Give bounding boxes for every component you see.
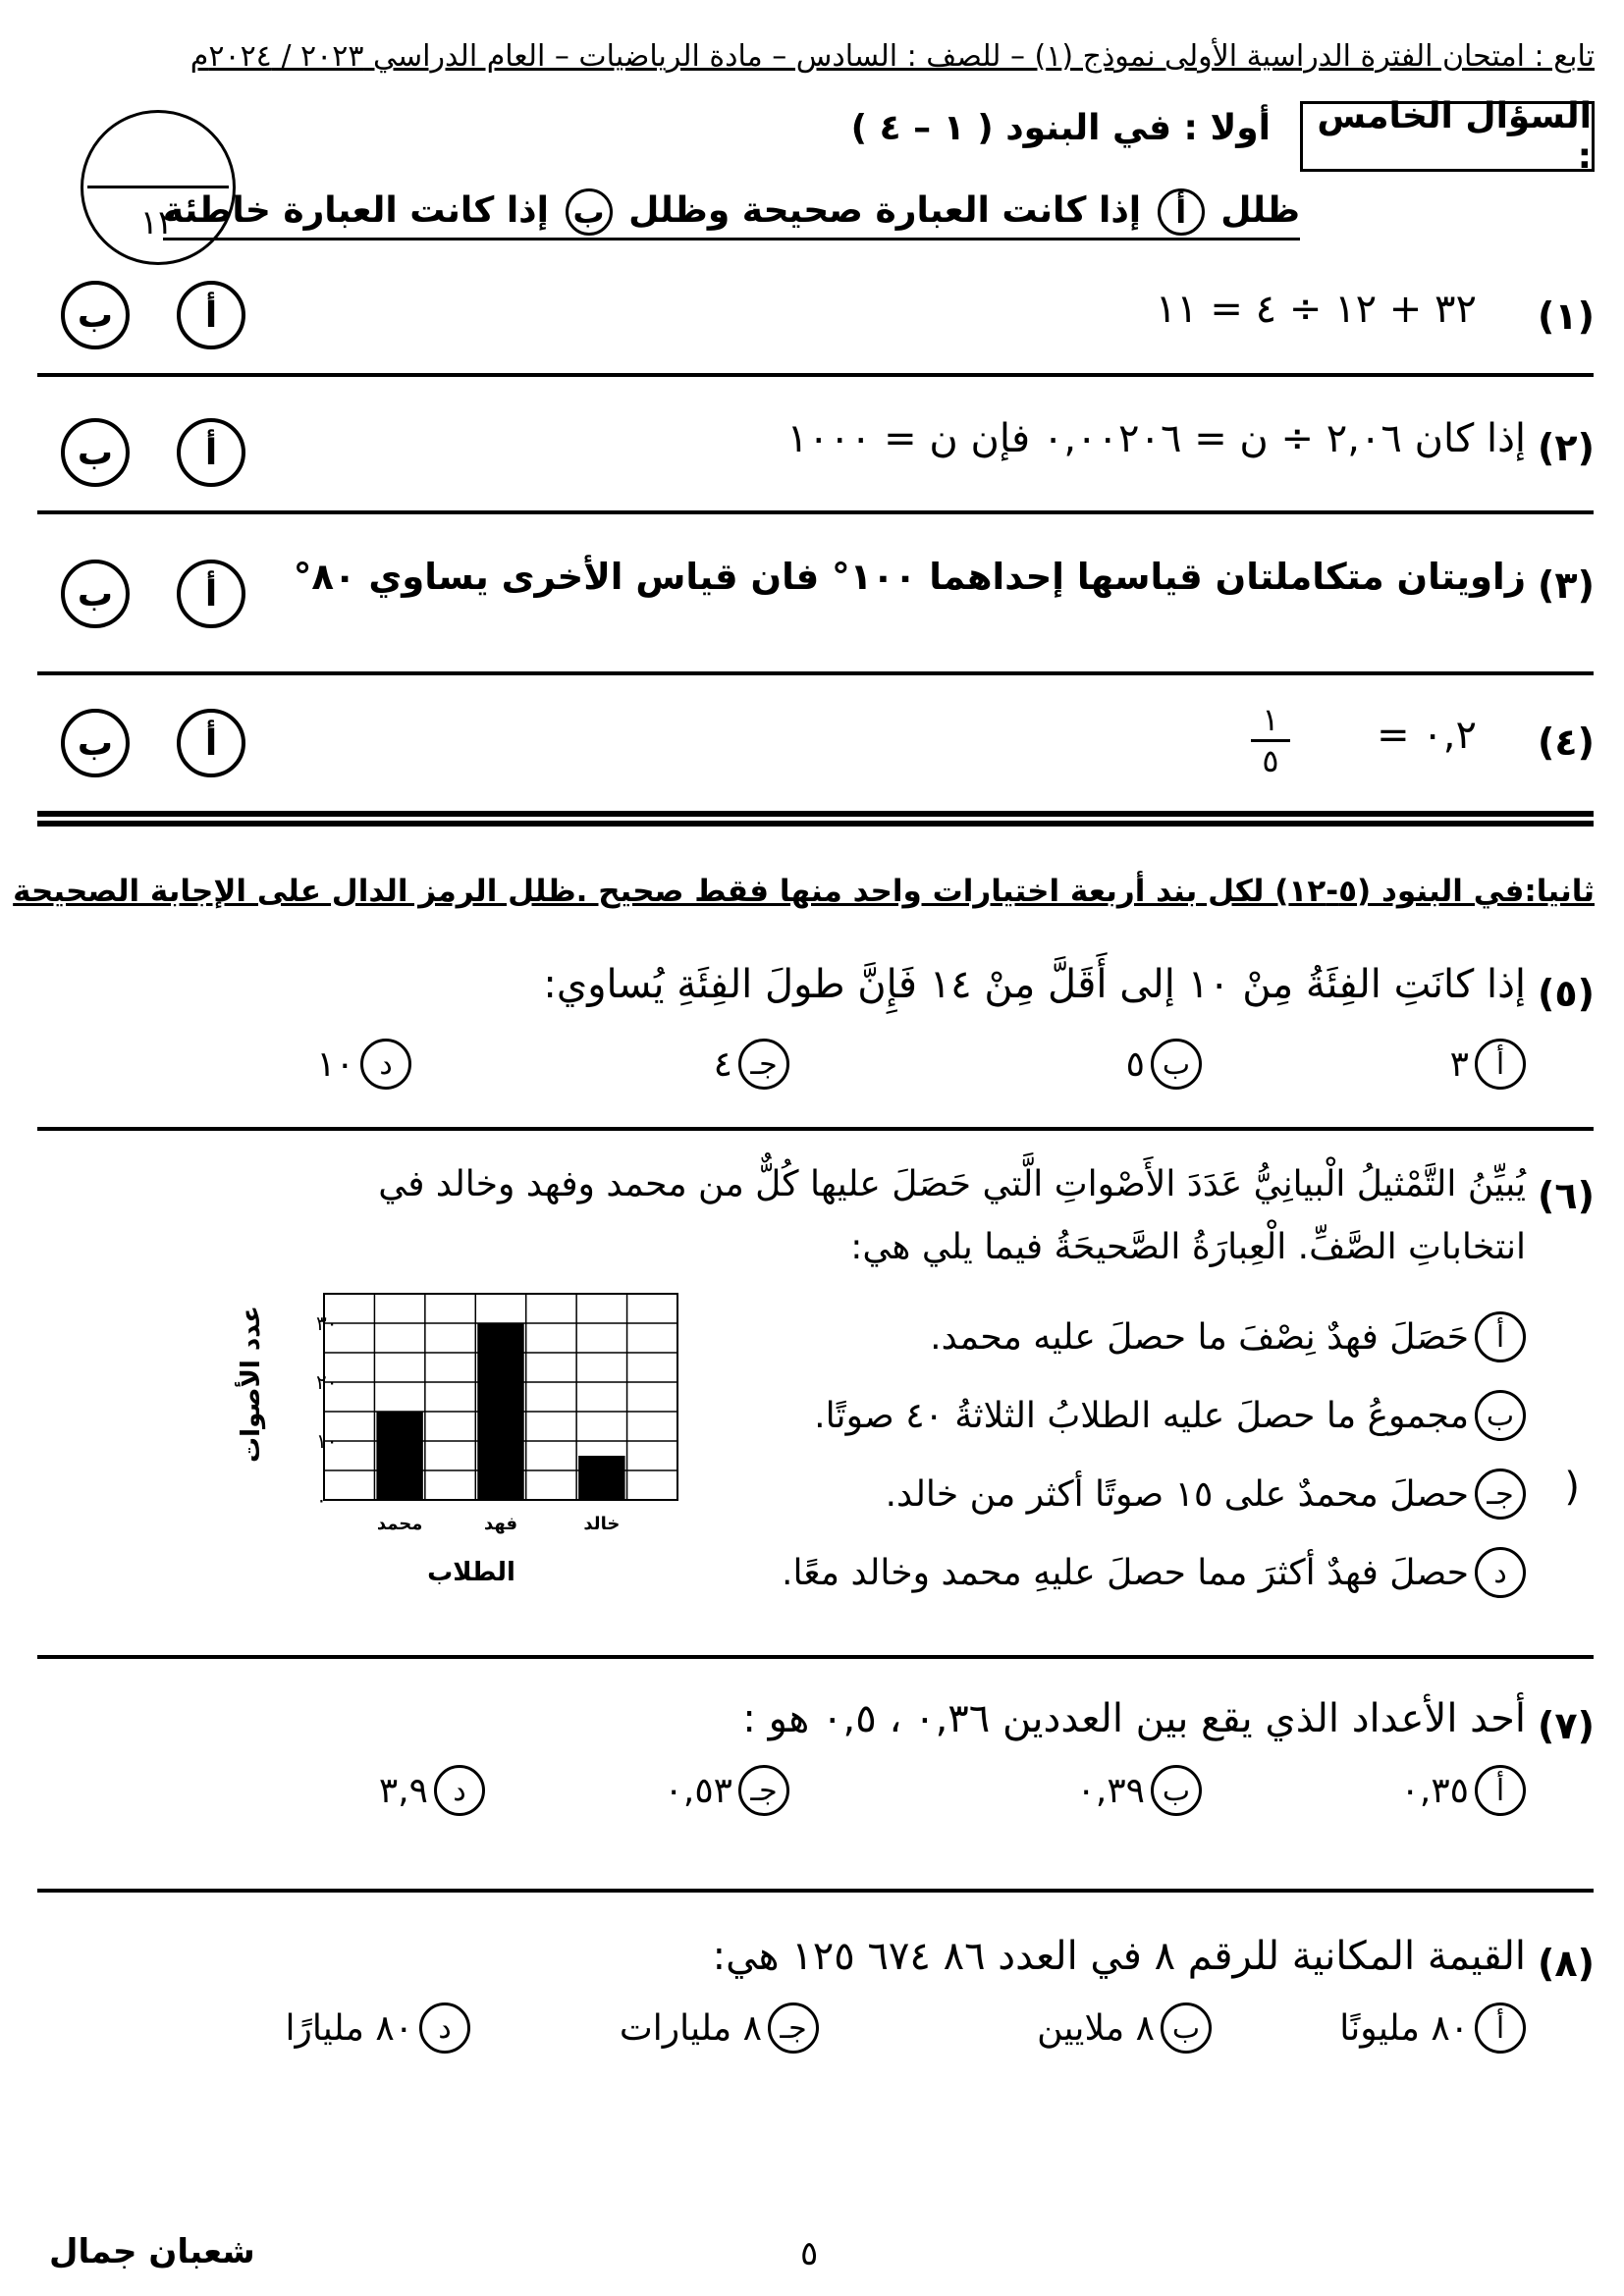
q6-option-a[interactable]: [930, 1311, 1526, 1362]
chart-bar-1: [376, 1412, 422, 1500]
q8-option-a-value: ٨٠ مليونًا: [1339, 2007, 1469, 2049]
q6-text-line2: انتخاباتِ الصَّفِّ. الْعِبارَةُ الصَّحيحَةُ فيما يلي هي:: [850, 1227, 1526, 1267]
q6-option-d-symbol: د: [1475, 1547, 1526, 1598]
q5-option-c[interactable]: [714, 1039, 789, 1090]
q7-option-d[interactable]: [379, 1765, 485, 1816]
chart-y-tick-label: ٠: [316, 1488, 327, 1512]
footer-page-number: ٥: [800, 2234, 819, 2273]
tf-item-1-option-a[interactable]: أ: [177, 281, 245, 349]
tf-item-4-option-b[interactable]: ب: [61, 709, 130, 777]
chart-x-tick-label: خالد: [583, 1514, 621, 1534]
tf-item-4-fraction: [1251, 703, 1290, 778]
q7-option-c-value: ٠,٥٣: [664, 1770, 732, 1811]
tf-item-1-number: (١): [1538, 294, 1595, 338]
divider-q7: [37, 1889, 1594, 1893]
symbol-a-circle: أ: [1158, 188, 1205, 236]
score-total: ١٢: [139, 203, 177, 242]
tf-item-2-text: إذا كان ٢,٠٦ ÷ ن = ٠,٠٠٢٠٦ فإن ن = ١٠٠٠: [786, 416, 1526, 461]
divider-2: [37, 510, 1594, 514]
tf-item-2-option-b[interactable]: ب: [61, 418, 130, 487]
tf-item-3-option-a[interactable]: أ: [177, 560, 245, 628]
chart-x-tick-label: محمد: [376, 1514, 423, 1534]
q6-option-c[interactable]: [886, 1468, 1526, 1520]
chart-bar-3: [578, 1456, 624, 1500]
votes-bar-chart: [226, 1276, 697, 1610]
tf-item-4-lhs: ٠,٢ =: [1377, 713, 1477, 758]
q5-option-a-value: ٣: [1449, 1043, 1469, 1085]
chart-x-ticks: [377, 1514, 620, 1534]
chart-x-label: الطلاب: [427, 1558, 515, 1587]
q5-option-a-symbol: أ: [1475, 1039, 1526, 1090]
q8-option-b-symbol: ب: [1161, 2002, 1212, 2054]
tf-item-4-number: (٤): [1538, 721, 1595, 764]
q6-number: (٦): [1538, 1174, 1595, 1217]
q7-option-a-value: ٠,٣٥: [1400, 1770, 1469, 1811]
instruction-text-1: ظلل: [1220, 190, 1300, 231]
q5-number: (٥): [1538, 972, 1595, 1015]
tf-item-3-option-b[interactable]: ب: [61, 560, 130, 628]
double-divider-bottom: [37, 821, 1594, 827]
q8-option-a-symbol: أ: [1475, 2002, 1526, 2054]
score-divider: [87, 186, 229, 188]
page-header: تابع : امتحان الفترة الدراسية الأولى نموذج (١) – للصف : السادس – مادة الرياضيات – العام الدراسي ٢٠٢٣ / ٢٠٢٤م: [189, 39, 1595, 74]
chart-bar-2: [477, 1323, 523, 1500]
tf-item-2-option-a[interactable]: أ: [177, 418, 245, 487]
q7-option-b-value: ٠,٣٩: [1076, 1770, 1145, 1811]
q6-option-b-text: مجموعُ ما حصلَ عليه الطلابُ الثلاثةُ ٤٠ صوتًا.: [814, 1395, 1469, 1436]
q7-option-d-value: ٣,٩: [378, 1770, 428, 1811]
q5-option-a[interactable]: [1450, 1039, 1526, 1090]
symbol-b-circle: ب: [566, 188, 613, 236]
q8-option-a[interactable]: [1339, 2002, 1526, 2054]
instruction-text-2: إذا كانت العبارة صحيحة وظلل: [628, 190, 1142, 231]
q7-option-b-symbol: ب: [1151, 1765, 1202, 1816]
divider-q5: [37, 1127, 1594, 1131]
q6-option-d-text: حصلَ فهدٌ أكثرَ مما حصلَ عليهِ محمد وخالد معًا.: [782, 1552, 1469, 1593]
double-divider-top: [37, 811, 1594, 817]
q6-option-b-symbol: ب: [1475, 1390, 1526, 1441]
q5-option-b[interactable]: [1126, 1039, 1202, 1090]
q6-option-d[interactable]: [782, 1547, 1526, 1598]
q8-option-c-value: ٨ مليارات: [619, 2007, 762, 2049]
chart-x-tick-label: فهد: [483, 1514, 518, 1534]
q5-option-d-symbol: د: [360, 1039, 411, 1090]
chart-y-label: عدد الأصوات: [237, 1306, 266, 1463]
q7-number: (٧): [1538, 1704, 1595, 1747]
q6-stray-mark: (: [1564, 1465, 1580, 1510]
tf-item-1-option-b[interactable]: ب: [61, 281, 130, 349]
q7-option-a-symbol: أ: [1475, 1765, 1526, 1816]
q8-option-c[interactable]: [620, 2002, 819, 2054]
q6-option-a-text: حَصَلَ فهدٌ نِصْفَ ما حصلَ عليه محمد.: [930, 1316, 1469, 1358]
tf-item-2-number: (٢): [1538, 426, 1595, 469]
q6-option-b[interactable]: [814, 1390, 1526, 1441]
q7-option-c-symbol: جـ: [738, 1765, 789, 1816]
q8-option-d[interactable]: [285, 2002, 470, 2054]
fraction-denominator: ٥: [1262, 742, 1279, 780]
tf-item-1-text: ٣٢ + ١٢ ÷ ٤ = ١١: [1155, 287, 1477, 332]
divider-q6: [37, 1655, 1594, 1659]
q7-option-b[interactable]: [1077, 1765, 1202, 1816]
divider-3: [37, 671, 1594, 675]
q6-option-c-text: حصلَ محمدٌ على ١٥ صوتًا أكثر من خالد.: [885, 1473, 1469, 1515]
q8-text: القيمة المكانية للرقم ٨ في العدد ٨٦ ٦٧٤ ١٢٥ هي:: [712, 1934, 1526, 1979]
chart-y-tick-label: ٢٠: [316, 1370, 338, 1394]
q5-text: إذا كانَتِ الفِئَةُ مِنْ ١٠ إلى أَقَلَّ مِنْ ١٤ فَإِنَّ طولَ الفِئَةِ يُساوي:: [543, 962, 1526, 1007]
instruction-text-3: إذا كانت العبارة خاطئة: [162, 190, 549, 231]
q5-option-c-symbol: جـ: [738, 1039, 789, 1090]
question-label: السؤال الخامس :: [1317, 96, 1592, 177]
tf-item-3-text: زاويتان متكاملتان قياسها إحداهما ١٠٠° فان قياس الأخرى يساوي ٨٠°: [293, 556, 1526, 598]
chart-y-tick-label: ١٠: [316, 1429, 338, 1453]
q8-option-b-value: ٨ ملايين: [1037, 2007, 1155, 2049]
q7-text: أحد الأعداد الذي يقع بين العددين ٠,٣٦ ، ٠,٥ هو :: [742, 1696, 1526, 1741]
q8-option-d-value: ٨٠ مليارًا: [285, 2007, 413, 2049]
fraction-numerator: ١: [1262, 701, 1279, 738]
q5-option-c-value: ٤: [713, 1043, 732, 1085]
section1-instruction: [163, 188, 1300, 240]
chart-y-tick-label: ٣٠: [316, 1311, 338, 1335]
tf-item-3-number: (٣): [1538, 563, 1595, 607]
divider-1: [37, 373, 1594, 377]
q8-option-d-symbol: د: [419, 2002, 470, 2054]
q6-option-a-symbol: أ: [1475, 1311, 1526, 1362]
q7-option-c[interactable]: [665, 1765, 789, 1816]
q8-option-c-symbol: جـ: [768, 2002, 819, 2054]
q5-option-d-value: ١٠: [316, 1043, 354, 1085]
q6-text-line1: يُبيِّنُ التَّمْثيلُ الْبيانِيُّ عَدَدَ الأَصْواتِ الَّتي حَصَلَ عليها كُلٌّ من محمد وفهد وخالد في: [378, 1164, 1526, 1204]
question-label-box: [1300, 96, 1595, 177]
section1-heading: أولا : في البنود ( ١ – ٤ ): [850, 108, 1271, 148]
section2-heading: ثانيا:في البنود (٥-١٢) لكل بند أربعة اختيارات واحد منها فقط صحيح .ظلل الرمز الدال على الإجابة الصحيحة: [13, 874, 1595, 909]
footer-author: شعبان جمال: [49, 2232, 255, 2271]
q5-option-d[interactable]: [316, 1039, 411, 1090]
q7-option-d-symbol: د: [434, 1765, 485, 1816]
tf-item-4-option-a[interactable]: أ: [177, 709, 245, 777]
q6-option-c-symbol: جـ: [1475, 1468, 1526, 1520]
q5-option-b-value: ٥: [1125, 1043, 1145, 1085]
q8-number: (٨): [1538, 1942, 1595, 1985]
q5-option-b-symbol: ب: [1151, 1039, 1202, 1090]
q8-option-b[interactable]: [1037, 2002, 1212, 2054]
q7-option-a[interactable]: [1401, 1765, 1526, 1816]
score-circle: [81, 110, 236, 265]
